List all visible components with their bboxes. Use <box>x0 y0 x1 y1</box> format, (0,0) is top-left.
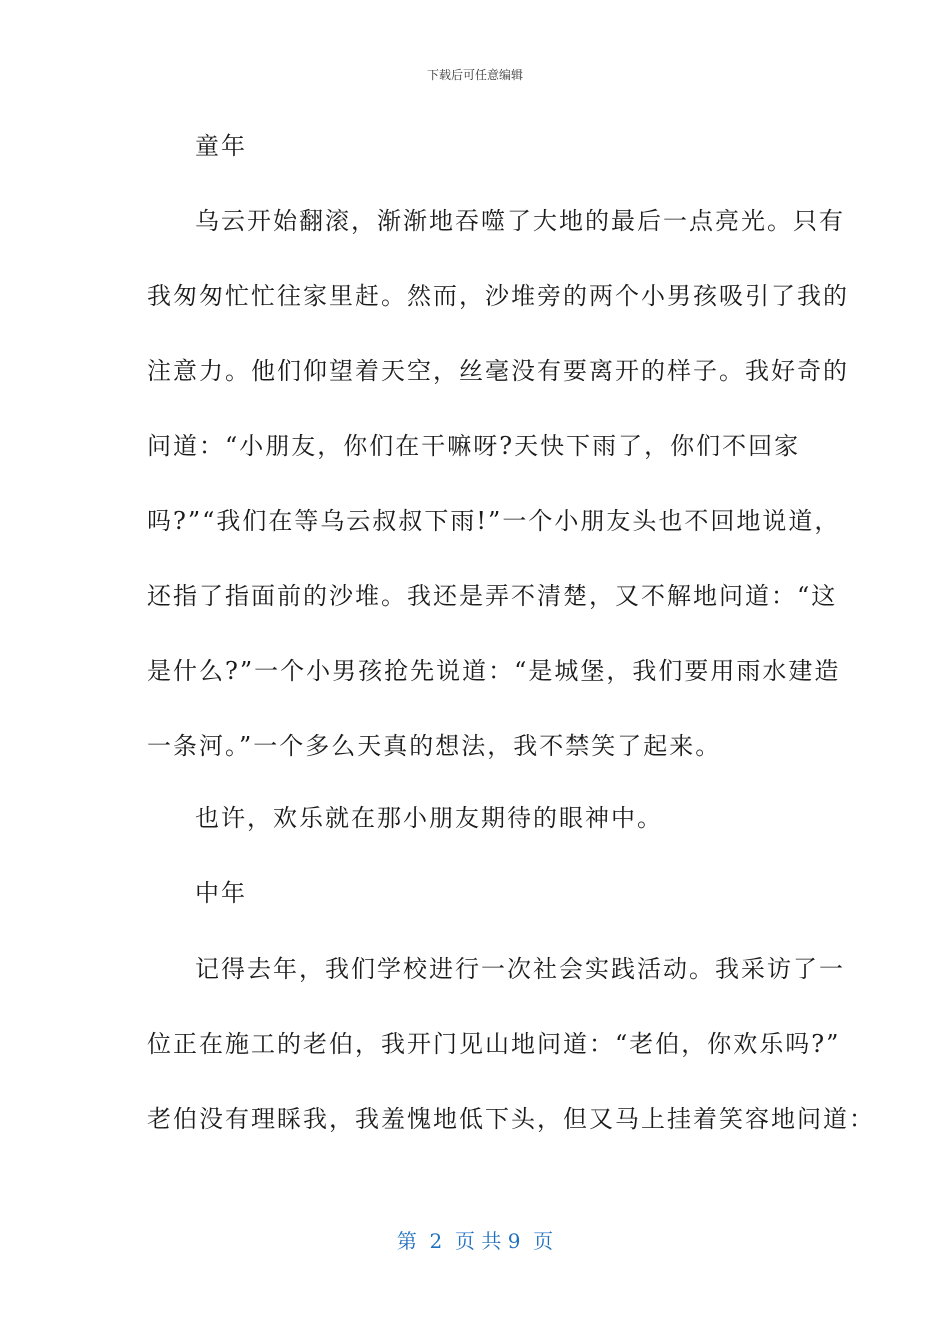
paragraph-line: 乌云开始翻滚，渐渐地吞噬了大地的最后一点亮光。只有 <box>195 207 845 235</box>
paragraph-line: 一条河。”一个多么天真的想法，我不禁笑了起来。 <box>147 732 722 760</box>
paragraph-line: 问道：“小朋友，你们在干嘛呀?天快下雨了，你们不回家 <box>147 432 801 460</box>
page-number-footer: 第 2 页 共 9 页 <box>396 1229 554 1253</box>
paragraph-line: 也许，欢乐就在那小朋友期待的眼神中。 <box>195 804 663 832</box>
paragraph-line: 记得去年，我们学校进行一次社会实践活动。我采访了一 <box>195 955 845 983</box>
paragraph-line: 吗?”“我们在等乌云叔叔下雨!”一个小朋友头也不回地说道， <box>147 507 841 535</box>
paragraph-line: 注意力。他们仰望着天空，丝毫没有要离开的样子。我好奇的 <box>147 357 849 385</box>
header-note: 下载后可任意编辑 <box>426 68 523 82</box>
paragraph-line: 还指了指面前的沙堆。我还是弄不清楚，又不解地问道：“这 <box>147 582 838 610</box>
paragraph-line: 是什么?”一个小男孩抢先说道：“是城堡，我们要用雨水建造 <box>147 657 841 685</box>
section-heading-childhood: 童年 <box>195 132 247 160</box>
paragraph-line: 位正在施工的老伯，我开门见山地问道：“老伯，你欢乐吗?” <box>147 1030 841 1058</box>
section-heading-middle-age: 中年 <box>195 879 247 907</box>
paragraph-line: 老伯没有理睬我，我羞愧地低下头，但又马上挂着笑容地问道： <box>147 1105 875 1133</box>
paragraph-line: 我匆匆忙忙往家里赶。然而，沙堆旁的两个小男孩吸引了我的 <box>147 282 849 310</box>
